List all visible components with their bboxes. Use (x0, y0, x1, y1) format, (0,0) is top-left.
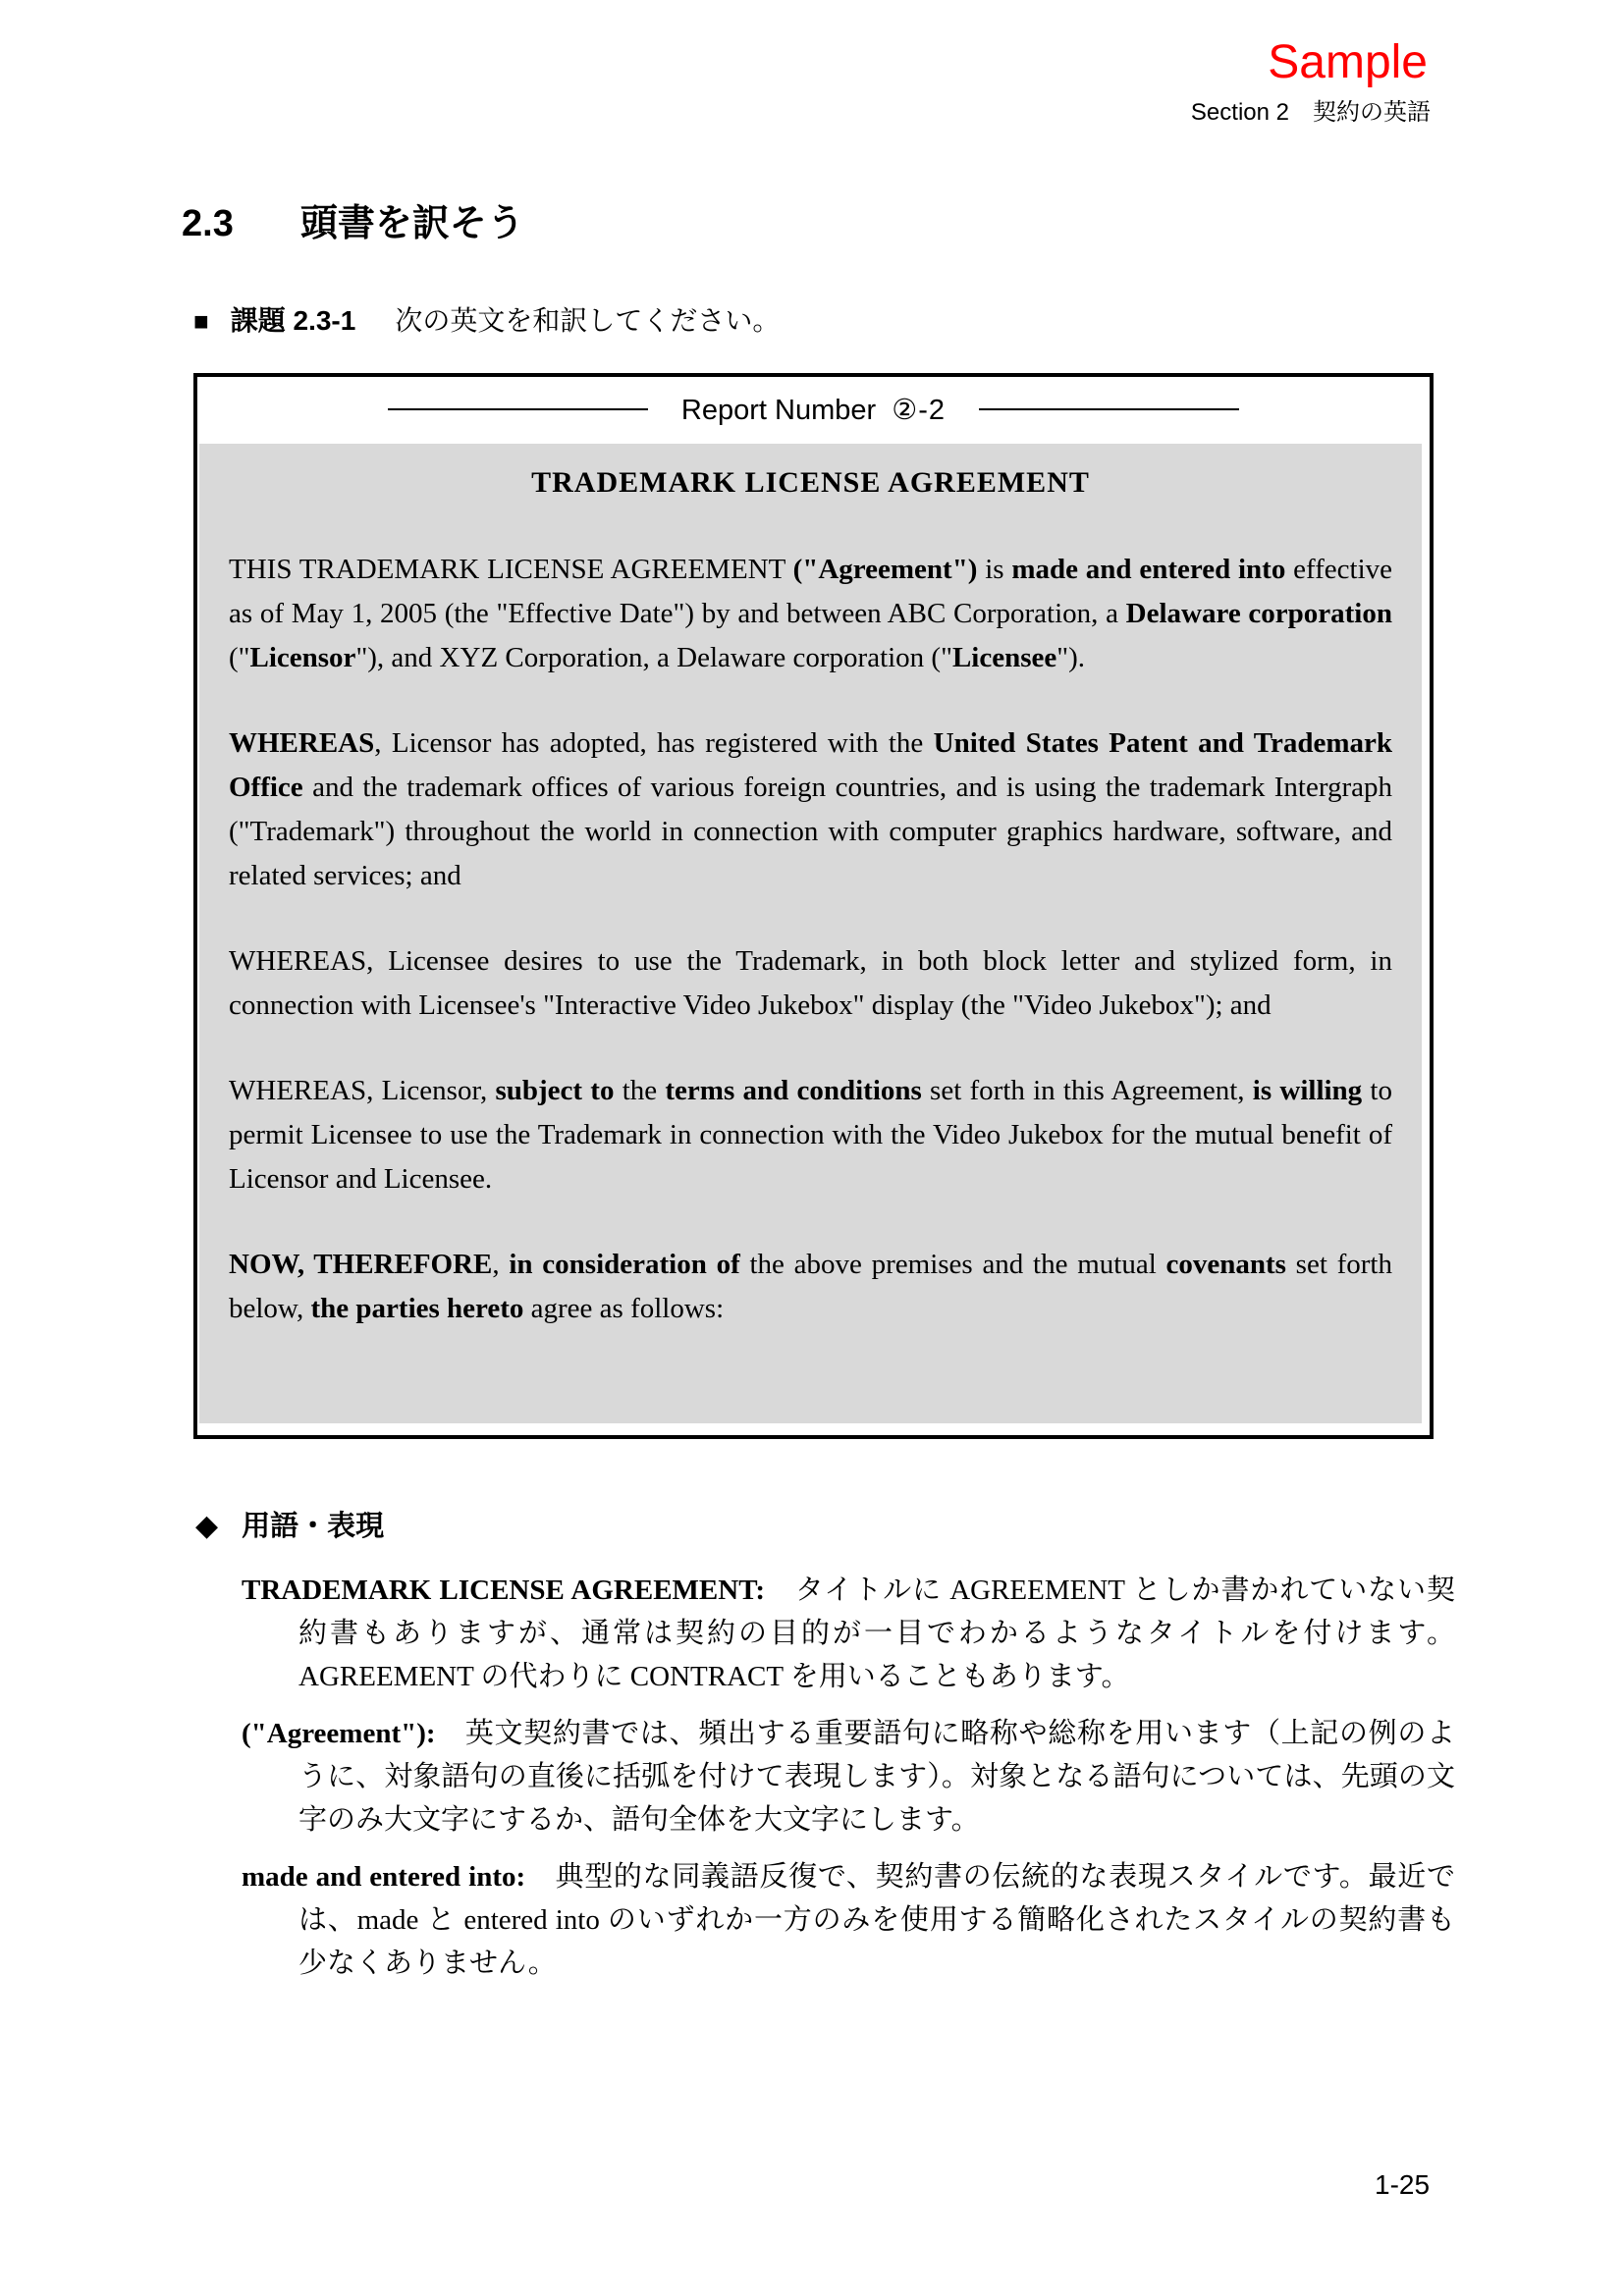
task-line (193, 299, 780, 339)
agreement-panel (199, 444, 1422, 1423)
section-heading (182, 192, 524, 246)
terms-section-header (195, 1504, 384, 1544)
agreement-paragraph: WHEREAS, Licensor has adopted, has registered with the United States Patent and Trademark Office and the trademark offices of various foreign countries, and is using the trademark Intergraph ("Trademark") throughout the world in connection with computer graphics hardware, software, and related services; and (229, 727, 1392, 891)
right-rule (979, 408, 1239, 410)
terms-section-title: 用語・表現 (242, 1511, 385, 1542)
definition-body: 典型的な同義語反復で、契約書の伝統的な表現スタイルです。最近では、made と entered into のいずれか一方のみを使用する簡略化されたスタイルの契約書も少なくありません。 (298, 1861, 1455, 1979)
page-number: 1-25 (1375, 2169, 1431, 2200)
report-box (193, 373, 1434, 1439)
task-instruction: 次の英文を和訳してください。 (395, 306, 781, 337)
definition-item (242, 1569, 1455, 1698)
report-number-line (197, 377, 1430, 442)
left-rule (388, 408, 648, 410)
report-number-value: ②-2 (892, 394, 947, 426)
section-label: Section 2 契約の英語 (1190, 99, 1431, 126)
heading-number: 2.3 (182, 203, 234, 244)
definition-item (242, 1855, 1455, 1985)
report-number-label: Report Number (680, 394, 877, 426)
definition-item (242, 1712, 1455, 1842)
agreement-title: TRADEMARK LICENSE AGREEMENT (531, 466, 1090, 499)
definition-body: 英文契約書では、頻出する重要語句に略称や総称を用います（上記の例のように、対象語句の直後に括弧を付けて表現します）。対象となる語句については、先頭の文字のみ大文字にするか、語句全体を大文字にします。 (298, 1718, 1455, 1836)
agreement-paragraph: WHEREAS, Licensee desires to use the Trademark, in both block letter and stylized form, in connection with Licensee's "Interactive Video Jukebox" display (the "Video Jukebox"); and (229, 945, 1392, 1021)
square-bullet-icon: ■ (193, 306, 209, 336)
definition-term: ("Agreement"): (242, 1718, 436, 1749)
task-label: 課題 2.3-1 (230, 305, 356, 336)
agreement-paragraph: WHEREAS, Licensor, subject to the terms and conditions set forth in this Agreement, is willing to permit Licensee to use the Trademark in connection with the Video Jukebox for the mutual benefit of Licensor and Licensee. (229, 1075, 1392, 1195)
definition-term: made and entered into: (242, 1861, 526, 1893)
definition-term: TRADEMARK LICENSE AGREEMENT: (242, 1575, 766, 1606)
agreement-paragraph: NOW, THEREFORE, in consideration of the above premises and the mutual covenants set forth below, the parties hereto agree as follows: (229, 1249, 1392, 1324)
sample-watermark: Sample (1268, 36, 1428, 88)
report-number (681, 393, 946, 427)
heading-title: 頭書を訳そう (299, 203, 524, 244)
agreement-paragraph: THIS TRADEMARK LICENSE AGREEMENT ("Agreement") is made and entered into effective as of May 1, 2005 (the "Effective Date") by and between ABC Corporation, a Delaware corporation ("Licensor"), and XYZ Corporation, a Delaware corporation ("Licensee"). (229, 554, 1392, 673)
definitions-list (242, 1569, 1455, 1999)
diamond-icon: ◆ (195, 1510, 219, 1542)
definition-body: タイトルに AGREEMENT としか書かれていない契約書もありますが、通常は契約の目的が一目でわかるようなタイトルを付けます。AGREEMENT の代わりに CONTRACT を用いることもあります。 (298, 1575, 1455, 1692)
